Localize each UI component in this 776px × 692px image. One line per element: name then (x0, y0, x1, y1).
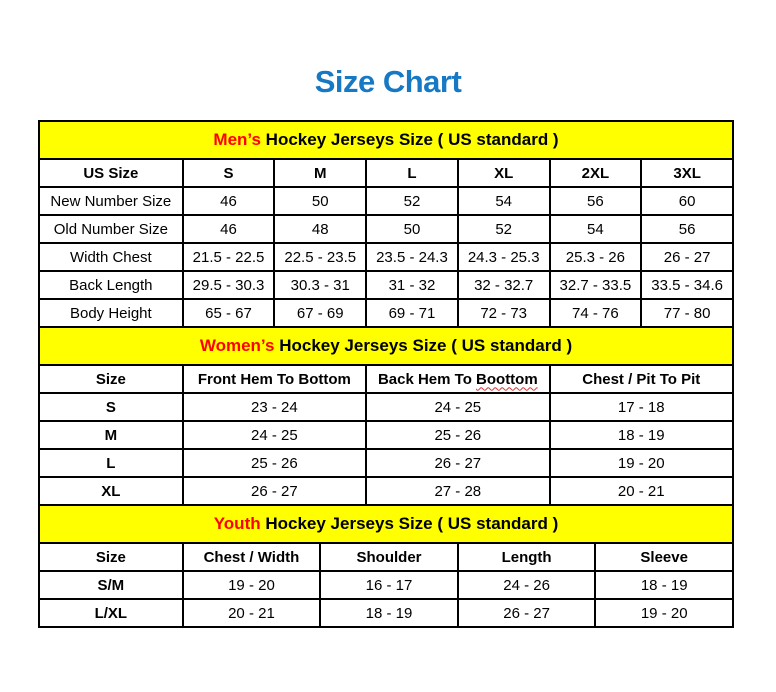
column-header-prefix: Back Hem To (377, 370, 472, 388)
size-cell: 23.5 - 24.3 (366, 243, 458, 271)
size-cell: 23 - 24 (183, 393, 366, 421)
youth-size-table (38, 542, 734, 628)
misspelled-word: Boottom (476, 370, 538, 388)
table-row (39, 215, 733, 243)
mens-section-highlight: Men’s (213, 130, 261, 149)
youth-section-highlight: Youth (213, 514, 261, 533)
row-label: S (39, 393, 183, 421)
size-cell: 48 (274, 215, 366, 243)
size-cell: 26 - 27 (183, 477, 366, 505)
row-label: Width Chest (39, 243, 183, 271)
size-chart (38, 120, 734, 628)
row-label: M (39, 421, 183, 449)
size-cell: 26 - 27 (366, 449, 549, 477)
size-cell: 20 - 21 (183, 599, 321, 627)
column-header: Shoulder (320, 543, 458, 571)
table-row (39, 271, 733, 299)
column-header: Front Hem To Bottom (183, 365, 366, 393)
column-header: Chest / Pit To Pit (550, 365, 733, 393)
womens-size-table (38, 364, 734, 506)
size-cell: 24.3 - 25.3 (458, 243, 550, 271)
column-header: Size (39, 365, 183, 393)
column-header: Size (39, 543, 183, 571)
size-cell: 24 - 26 (458, 571, 596, 599)
size-cell: 24 - 25 (183, 421, 366, 449)
size-cell: 74 - 76 (550, 299, 642, 327)
size-cell: 54 (458, 187, 550, 215)
size-cell: 18 - 19 (550, 421, 733, 449)
column-header: 3XL (641, 159, 733, 187)
size-cell: 18 - 19 (320, 599, 458, 627)
size-cell: 33.5 - 34.6 (641, 271, 733, 299)
column-header: Chest / Width (183, 543, 321, 571)
row-label: S/M (39, 571, 183, 599)
column-header: Sleeve (595, 543, 733, 571)
size-cell: 32 - 32.7 (458, 271, 550, 299)
row-label: L (39, 449, 183, 477)
size-cell: 26 - 27 (458, 599, 596, 627)
womens-header-row (39, 365, 733, 393)
table-row (39, 393, 733, 421)
size-cell: 16 - 17 (320, 571, 458, 599)
size-cell: 22.5 - 23.5 (274, 243, 366, 271)
mens-header-row (39, 159, 733, 187)
size-cell: 19 - 20 (550, 449, 733, 477)
table-row (39, 243, 733, 271)
womens-section-title: Hockey Jerseys Size ( US standard ) (274, 336, 573, 355)
column-header (366, 365, 549, 393)
size-cell: 52 (366, 187, 458, 215)
womens-section-highlight: Women’s (199, 336, 275, 355)
mens-size-table (38, 158, 734, 328)
size-cell: 54 (550, 215, 642, 243)
row-label: Old Number Size (39, 215, 183, 243)
size-cell: 18 - 19 (595, 571, 733, 599)
table-row (39, 449, 733, 477)
row-label: L/XL (39, 599, 183, 627)
size-cell: 21.5 - 22.5 (183, 243, 275, 271)
size-cell: 52 (458, 215, 550, 243)
row-label: Back Length (39, 271, 183, 299)
size-cell: 24 - 25 (366, 393, 549, 421)
size-cell: 77 - 80 (641, 299, 733, 327)
size-cell: 19 - 20 (183, 571, 321, 599)
table-row (39, 571, 733, 599)
size-cell: 29.5 - 30.3 (183, 271, 275, 299)
size-cell: 19 - 20 (595, 599, 733, 627)
size-cell: 30.3 - 31 (274, 271, 366, 299)
row-label: XL (39, 477, 183, 505)
table-row (39, 477, 733, 505)
column-header: S (183, 159, 275, 187)
column-header: L (366, 159, 458, 187)
table-row (39, 421, 733, 449)
size-cell: 20 - 21 (550, 477, 733, 505)
youth-section-title: Hockey Jerseys Size ( US standard ) (260, 514, 559, 533)
size-cell: 65 - 67 (183, 299, 275, 327)
size-cell: 56 (550, 187, 642, 215)
size-cell: 32.7 - 33.5 (550, 271, 642, 299)
size-cell: 46 (183, 215, 275, 243)
size-cell: 50 (366, 215, 458, 243)
size-cell: 25 - 26 (366, 421, 549, 449)
row-label: Body Height (39, 299, 183, 327)
row-label: New Number Size (39, 187, 183, 215)
table-row (39, 599, 733, 627)
size-cell: 60 (641, 187, 733, 215)
size-cell: 25.3 - 26 (550, 243, 642, 271)
size-cell: 31 - 32 (366, 271, 458, 299)
size-cell: 25 - 26 (183, 449, 366, 477)
size-cell: 27 - 28 (366, 477, 549, 505)
size-cell: 26 - 27 (641, 243, 733, 271)
youth-section-header (38, 504, 734, 544)
size-cell: 69 - 71 (366, 299, 458, 327)
size-cell: 72 - 73 (458, 299, 550, 327)
table-row (39, 187, 733, 215)
column-header: 2XL (550, 159, 642, 187)
size-cell: 46 (183, 187, 275, 215)
mens-section-header (38, 120, 734, 160)
youth-header-row (39, 543, 733, 571)
womens-section-header (38, 326, 734, 366)
column-header: Length (458, 543, 596, 571)
page-title: Size Chart (314, 64, 462, 99)
size-cell: 17 - 18 (550, 393, 733, 421)
size-cell: 67 - 69 (274, 299, 366, 327)
column-header: M (274, 159, 366, 187)
column-header: US Size (39, 159, 183, 187)
mens-section-title: Hockey Jerseys Size ( US standard ) (260, 130, 559, 149)
size-cell: 56 (641, 215, 733, 243)
size-cell: 50 (274, 187, 366, 215)
column-header: XL (458, 159, 550, 187)
table-row (39, 299, 733, 327)
